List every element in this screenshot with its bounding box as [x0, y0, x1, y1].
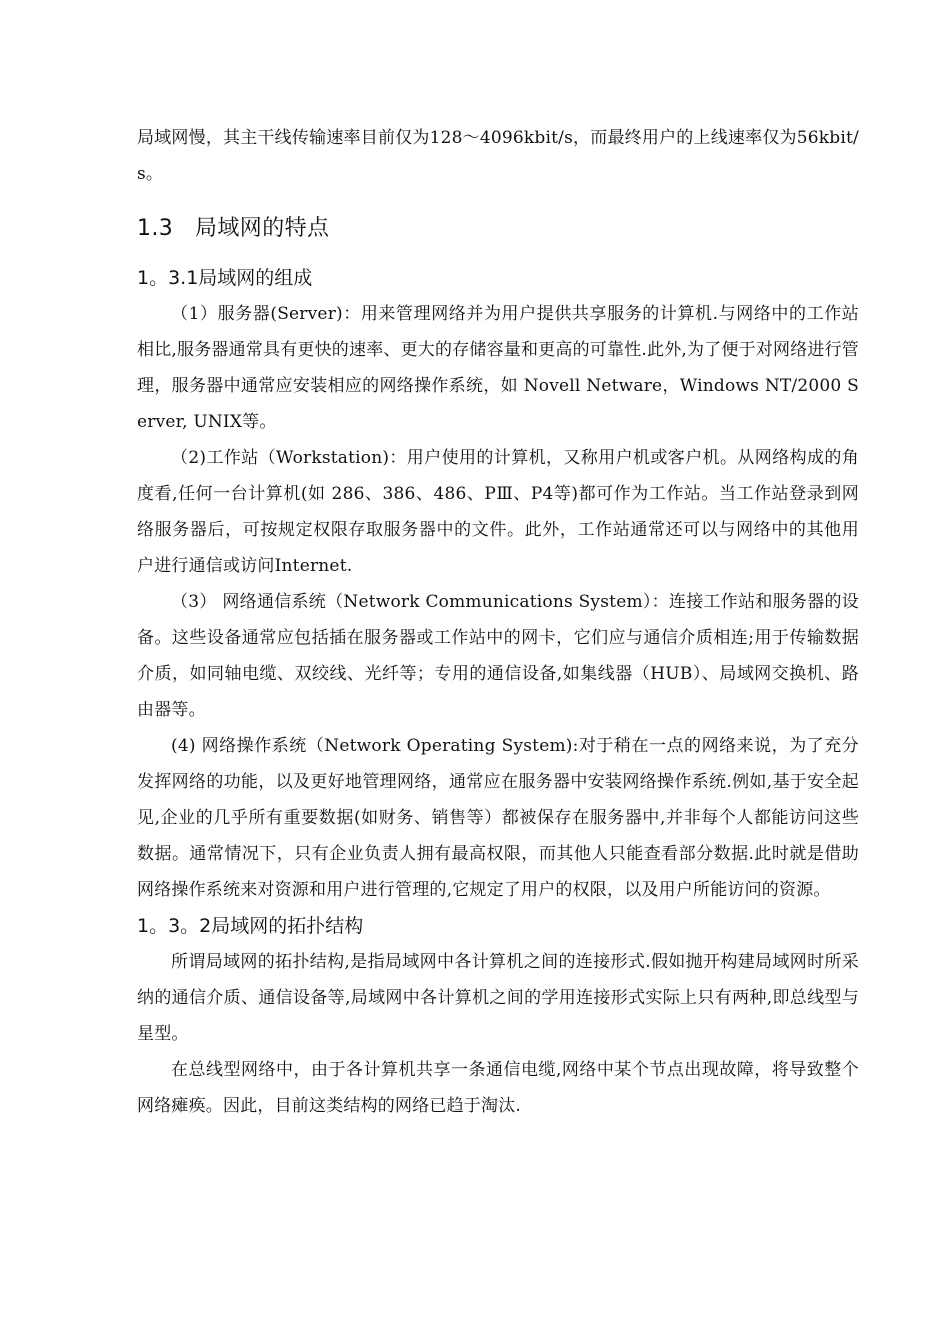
paragraph-communication-system: （3） 网络通信系统（Network Communications System）：连接工作站和服务器的设备。这些设备通常应包括插在服务器或工作站中的网卡，它们应与通信介质相连;用于传输数据介质，如同轴电缆、双绞线、光纤等；专用的通信设备,如集线器（HUB）、局域网交换机、路由器等。 — [137, 592, 859, 720]
intro-paragraph: 局域网慢，其主干线传输速率目前仅为128～4096kbit/s，而最终用户的上线速率仅为56kbit/s。 — [137, 128, 859, 184]
subsection-heading-topology: 1。3。2局域网的拓扑结构 — [137, 915, 364, 937]
paragraph-topology-definition: 所谓局域网的拓扑结构,是指局域网中各计算机之间的连接形式.假如抛开构建局域网时所采纳的通信介质、通信设备等,局域网中各计算机之间的学用连接形式实际上只有两种,即总线型与星型。 — [137, 952, 859, 1044]
section-heading — [137, 212, 859, 246]
section-number: 1.3 — [137, 216, 174, 241]
paragraph-server: （1）服务器(Server)：用来管理网络并为用户提供共享服务的计算机.与网络中的工作站相比,服务器通常具有更快的速率、更大的存储容量和更高的可靠性.此外,为了便于对网络进行管理，服务器中通常应安装相应的网络操作系统，如 Novell Netware，Windows NT/2000 Server, UNIX等。 — [137, 304, 860, 432]
paragraph-bus-network: 在总线型网络中，由于各计算机共享一条通信电缆,网络中某个节点出现故障，将导致整个网络瘫痪。因此，目前这类结构的网络已趋于淘汰. — [137, 1060, 859, 1116]
section-title: 局域网的特点 — [195, 216, 330, 241]
subsection-heading-composition: 1。3.1局域网的组成 — [137, 267, 313, 289]
paragraph-network-os: (4) 网络操作系统（Network Operating System):对于稍在一点的网络来说，为了充分发挥网络的功能，以及更好地管理网络，通常应在服务器中安装网络操作系统.例如,基于安全起见,企业的几乎所有重要数据(如财务、销售等）都被保存在服务器中,并非每个人都能访问这些数据。通常情况下，只有企业负责人拥有最高权限，而其他人只能查看部分数据.此时就是借助网络操作系统来对资源和用户进行管理的,它规定了用户的权限，以及用户所能访问的资源。 — [137, 736, 859, 900]
document-body — [137, 120, 859, 1124]
paragraph-workstation: （2)工作站（Workstation)：用户使用的计算机，又称用户机或客户机。从网络构成的角度看,任何一台计算机(如 286、386、486、PⅢ、P4等)都可作为工作站。当工作站登录到网络服务器后，可按规定权限存取服务器中的文件。此外，工作站通常还可以与网络中的其他用户进行通信或访问Internet. — [137, 448, 859, 576]
